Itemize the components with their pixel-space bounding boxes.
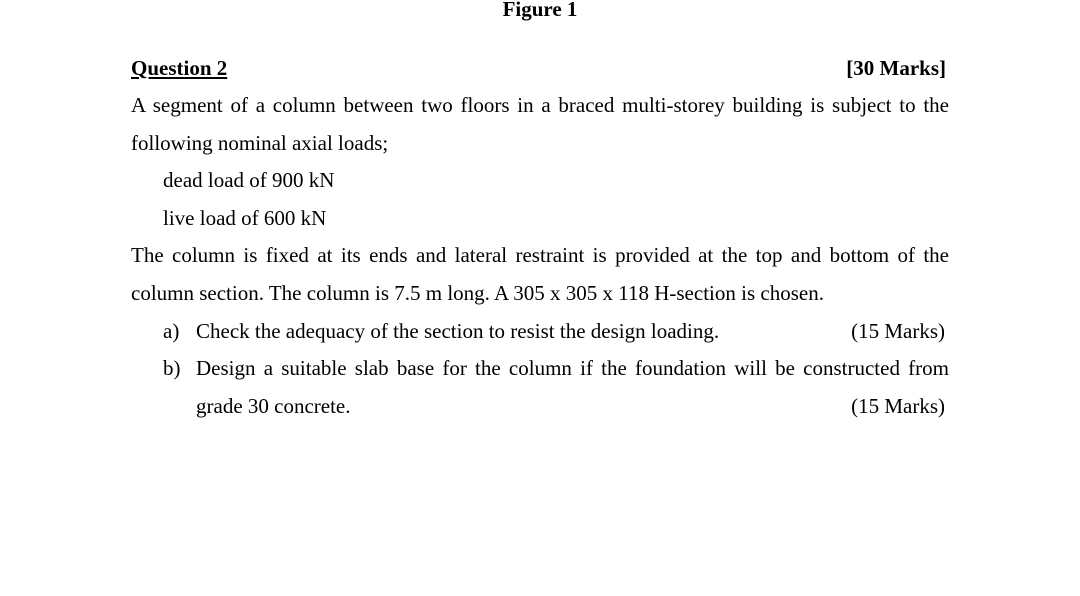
question-block: [131, 54, 949, 425]
part-a-marks: (15 Marks): [851, 318, 945, 343]
part-b-letter: b): [163, 356, 181, 381]
part-b-text: Design a suitable slab base for the column if the foundation will be constructed from: [196, 356, 949, 381]
part-a-text: Check the adequacy of the section to resist the design loading.: [196, 318, 720, 343]
load-item-live: live load of 600 kN: [163, 205, 327, 230]
part-b-marks: (15 Marks): [851, 393, 945, 418]
question-intro: A segment of a column between two floors in a braced multi-storey building is subject to the following nominal axial loads;: [131, 93, 949, 155]
load-item-dead: dead load of 900 kN: [163, 168, 335, 193]
figure-caption: Figure 1: [502, 0, 578, 21]
question-part-b: [131, 350, 949, 425]
question-description: The column is fixed at its ends and lateral restraint is provided at the top and bottom of the column section. The column is 7.5 m long. A 305 x 305 x 118 H-section is chosen.: [131, 243, 949, 305]
question-header: [131, 54, 949, 82]
question-total-marks: [30 Marks]: [846, 56, 946, 80]
part-a-letter: a): [163, 318, 180, 343]
question-part-a: [131, 313, 949, 351]
part-b-text-continued: grade 30 concrete.: [196, 393, 351, 418]
question-title: Question 2: [131, 56, 228, 80]
